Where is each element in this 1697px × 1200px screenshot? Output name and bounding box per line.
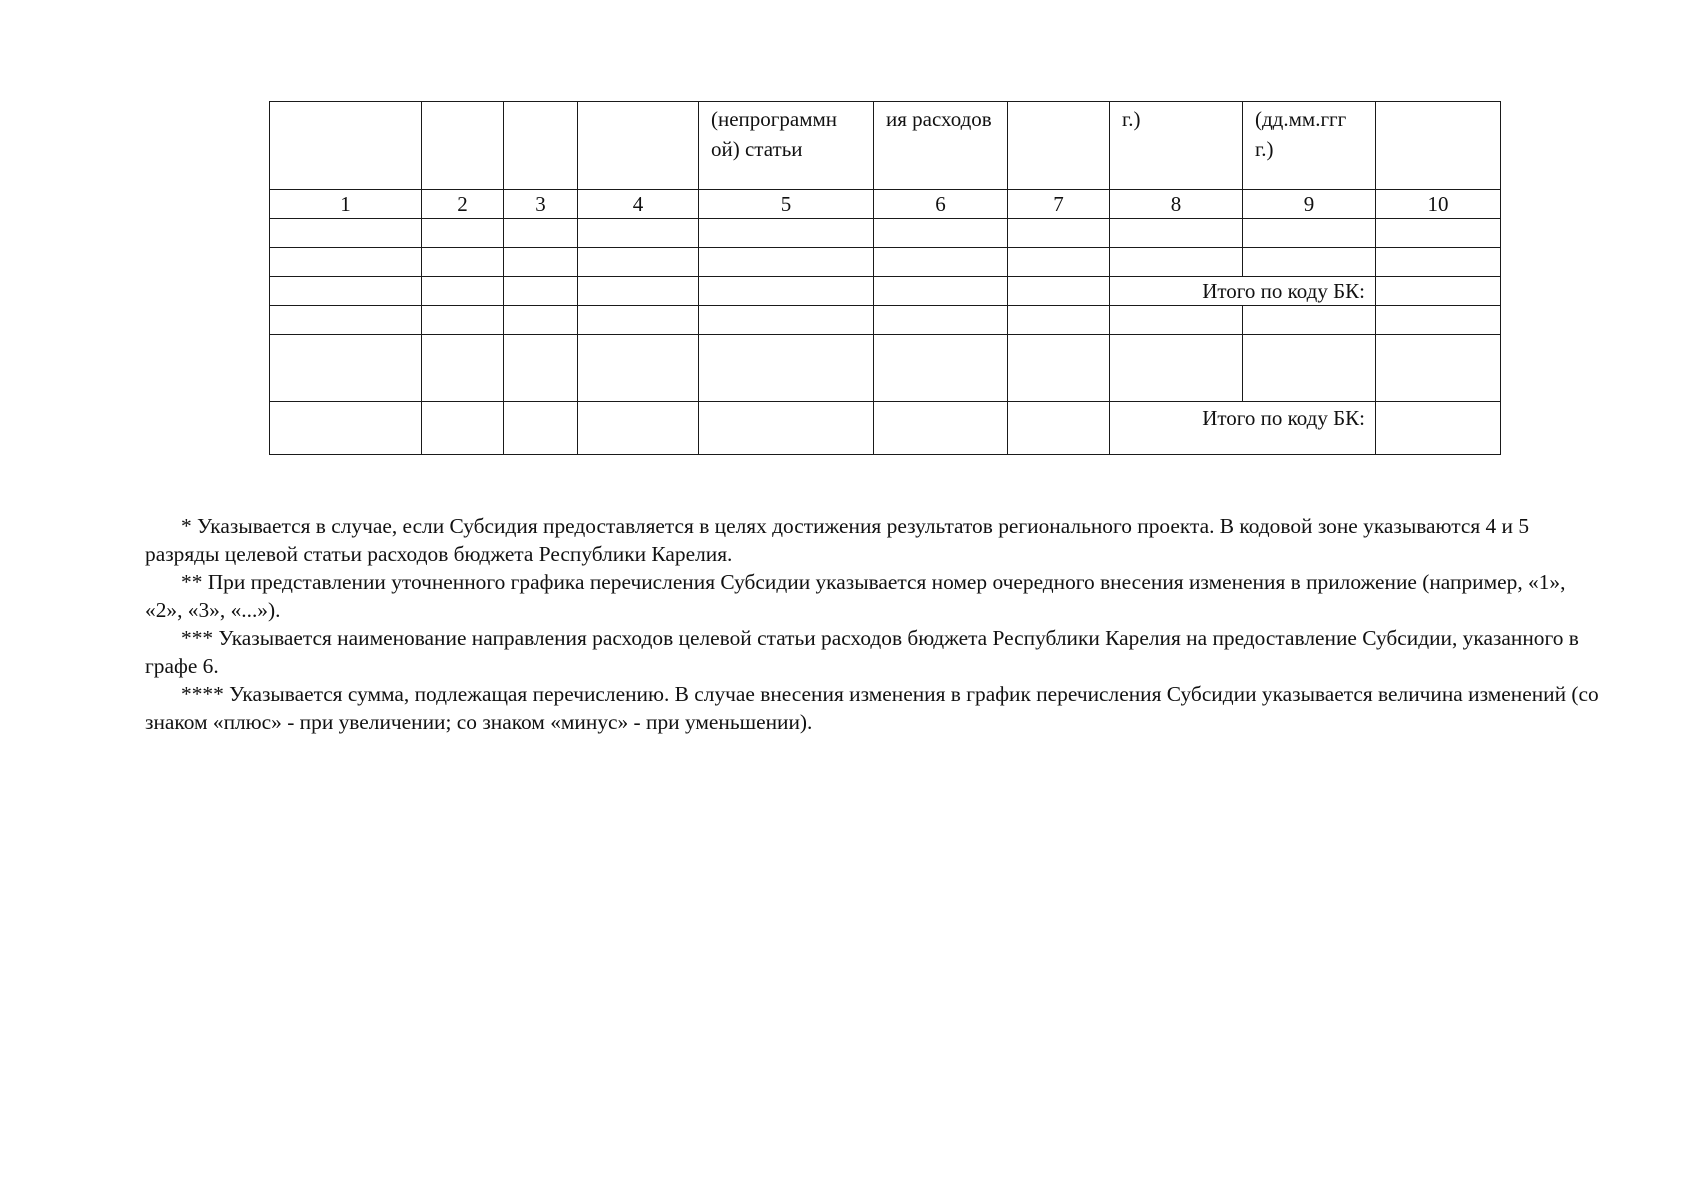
table-cell	[1243, 306, 1376, 335]
table-cell	[874, 248, 1008, 277]
table-cell	[578, 248, 699, 277]
table-cell	[874, 219, 1008, 248]
table-header-continuation-row	[270, 102, 1501, 190]
table-cell	[270, 402, 422, 455]
table-row	[270, 219, 1501, 248]
header-cell-col-5: (непрограммн ой) статьи	[699, 102, 874, 190]
table-cell	[422, 248, 504, 277]
table-cell	[1008, 248, 1110, 277]
footnotes-section	[145, 512, 1605, 736]
header-cell-col-2	[422, 102, 504, 190]
table-cell	[504, 306, 578, 335]
table-cell	[270, 306, 422, 335]
table-cell	[1376, 248, 1501, 277]
table-cell	[1243, 335, 1376, 402]
header-cell-col-3	[504, 102, 578, 190]
table-cell	[270, 219, 422, 248]
table-row	[270, 335, 1501, 402]
table-cell	[1008, 402, 1110, 455]
table-cell	[699, 219, 874, 248]
total-by-bk-code-label: Итого по коду БК:	[1110, 277, 1376, 306]
table-cell	[699, 306, 874, 335]
table-cell	[699, 248, 874, 277]
header-cell-col-8: г.)	[1110, 102, 1243, 190]
column-number: 10	[1376, 190, 1501, 219]
header-cell-col-6: ия расходов	[874, 102, 1008, 190]
total-row-bk-code-1	[270, 277, 1501, 306]
header-cell-col-7	[1008, 102, 1110, 190]
column-numbers-row	[270, 190, 1501, 219]
table-cell	[1110, 248, 1243, 277]
total-by-bk-code-label: Итого по коду БК:	[1110, 402, 1376, 455]
header-cell-col-1	[270, 102, 422, 190]
table-cell	[1008, 335, 1110, 402]
payment-schedule-table	[269, 101, 1501, 455]
table-cell	[1008, 219, 1110, 248]
table-cell	[578, 219, 699, 248]
column-number: 7	[1008, 190, 1110, 219]
table-cell	[504, 248, 578, 277]
table-cell	[874, 402, 1008, 455]
table-cell	[422, 306, 504, 335]
total-value-cell	[1376, 277, 1501, 306]
table-cell	[270, 277, 422, 306]
table-cell	[504, 402, 578, 455]
table-cell	[1243, 248, 1376, 277]
table-cell	[1376, 219, 1501, 248]
table-cell	[422, 335, 504, 402]
footnote-1: * Указывается в случае, если Субсидия предоставляется в целях достижения результатов регионального проекта. В кодовой зоне указываются 4 и 5 разряды целевой статьи расходов бюджета Республики Карелия.	[145, 514, 1530, 566]
table-cell	[504, 335, 578, 402]
table-cell	[1008, 306, 1110, 335]
column-number: 2	[422, 190, 504, 219]
column-number: 8	[1110, 190, 1243, 219]
column-number: 5	[699, 190, 874, 219]
table-row	[270, 248, 1501, 277]
column-number: 3	[504, 190, 578, 219]
table-cell	[578, 306, 699, 335]
table-cell	[270, 248, 422, 277]
table-row	[270, 306, 1501, 335]
table-cell	[578, 402, 699, 455]
header-cell-col-9: (дд.мм.ггг г.)	[1243, 102, 1376, 190]
column-number: 1	[270, 190, 422, 219]
table-cell	[699, 335, 874, 402]
header-cell-col-10	[1376, 102, 1501, 190]
footnote-3: *** Указывается наименование направления расходов целевой статьи расходов бюджета Республики Карелия на предоставление Субсидии, указанного в графе 6.	[145, 626, 1579, 678]
table-cell	[1110, 306, 1243, 335]
header-cell-col-4	[578, 102, 699, 190]
table-cell	[422, 219, 504, 248]
table-cell	[699, 277, 874, 306]
table-cell	[874, 306, 1008, 335]
table-cell	[699, 402, 874, 455]
table-cell	[874, 277, 1008, 306]
table-cell	[578, 335, 699, 402]
table-cell	[1008, 277, 1110, 306]
table-cell	[578, 277, 699, 306]
table-cell	[1110, 335, 1243, 402]
column-number: 6	[874, 190, 1008, 219]
table-cell	[874, 335, 1008, 402]
table-cell	[270, 335, 422, 402]
total-row-bk-code-2	[270, 402, 1501, 455]
footnote-4: **** Указывается сумма, подлежащая перечислению. В случае внесения изменения в график перечисления Субсидии указывается величина изменений (со знаком «плюс» - при увеличении; со знаком «минус» - при уменьшении).	[145, 682, 1599, 734]
table-cell	[1110, 219, 1243, 248]
table-cell	[1376, 306, 1501, 335]
column-number: 9	[1243, 190, 1376, 219]
table-cell	[504, 277, 578, 306]
table-cell	[504, 219, 578, 248]
column-number: 4	[578, 190, 699, 219]
table-cell	[1243, 219, 1376, 248]
table-cell	[422, 277, 504, 306]
table-cell	[1376, 335, 1501, 402]
table-cell	[422, 402, 504, 455]
total-value-cell	[1376, 402, 1501, 455]
footnote-2: ** При представлении уточненного графика перечисления Субсидии указывается номер очередного внесения изменения в приложение (например, «1», «2», «3», «...»).	[145, 570, 1566, 622]
